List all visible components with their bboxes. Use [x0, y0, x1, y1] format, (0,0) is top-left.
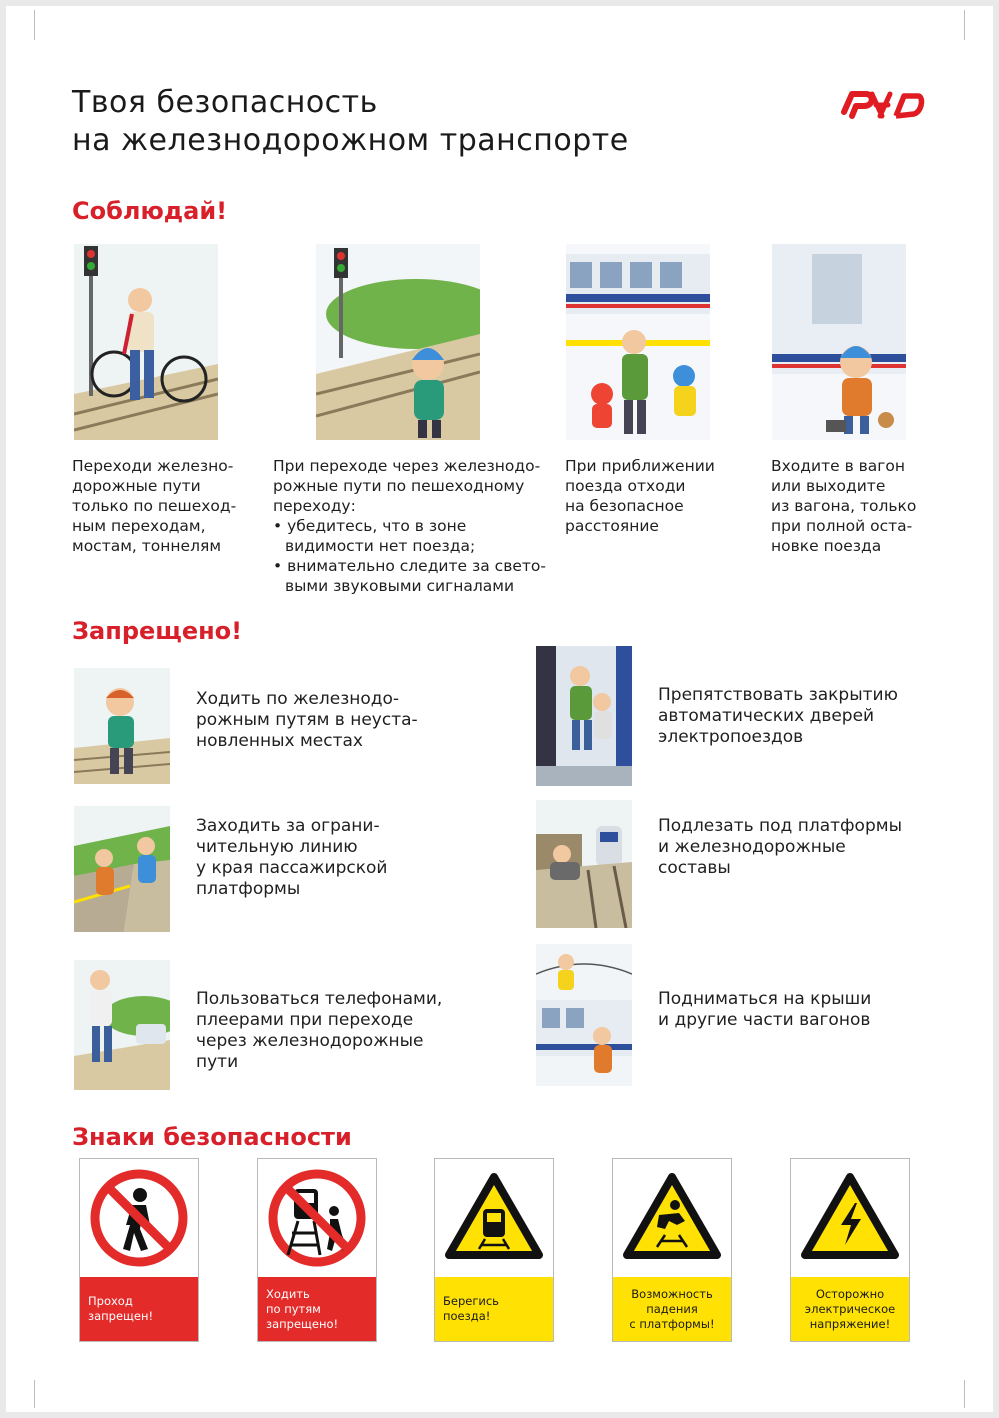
safety-sign — [257, 1158, 377, 1342]
sign-label — [80, 1277, 198, 1341]
text-line: Ходить по железнодо- — [196, 689, 400, 709]
text-line: платформы — [196, 879, 301, 899]
caption-line: рожные пути по пешеходному — [273, 477, 525, 495]
page-title — [72, 84, 629, 160]
forbidden-text-4 — [658, 816, 902, 879]
crop-mark — [964, 1380, 965, 1408]
caption-bullet-line: видимости нет поезда; — [285, 537, 476, 555]
phone-on-tracks-icon — [74, 960, 170, 1090]
sign-label-line: поезда! — [443, 1309, 491, 1323]
text-line: чительную линию — [196, 837, 358, 857]
sign-label — [613, 1277, 731, 1341]
caption-line: поезда отходи — [565, 477, 686, 495]
caption-line: мостам, тоннелям — [72, 537, 222, 555]
train-warning-icon — [435, 1159, 553, 1277]
observe-caption-4 — [771, 456, 916, 556]
text-line: и железнодорожные — [658, 837, 846, 857]
forbidden-title: Запрещено! — [72, 617, 243, 645]
child-boarding-train-icon — [772, 244, 906, 440]
safety-sign — [79, 1158, 199, 1342]
safety-sign — [790, 1158, 910, 1342]
text-line: Заходить за ограни- — [196, 816, 380, 836]
caption-line: Входите в вагон — [771, 457, 906, 475]
text-line: у края пассажирской — [196, 858, 388, 878]
forbidden-text-1 — [196, 689, 418, 752]
sign-label-line: напряжение! — [809, 1316, 891, 1331]
caption-line: расстояние — [565, 517, 659, 535]
text-line: составы — [658, 858, 731, 878]
text-line: электропоездов — [658, 727, 804, 747]
text-line: Подлезать под платформы — [658, 816, 902, 836]
caption-line: дорожные пути — [72, 477, 201, 495]
caption-bullet-line: • убедитесь, что в зоне — [273, 517, 467, 535]
caption-line: При приближении — [565, 457, 715, 475]
text-line: Подниматься на крыши — [658, 989, 872, 1009]
sign-label-line: Осторожно — [815, 1286, 885, 1301]
forbidden-text-2 — [658, 685, 898, 748]
caption-bullet-line: выми звуковыми сигналами — [285, 577, 515, 595]
caption-line: или выходите — [771, 477, 886, 495]
rzd-logo — [836, 82, 926, 126]
sign-label — [258, 1277, 376, 1341]
text-line: через железнодорожные — [196, 1031, 424, 1051]
caption-line: на безопасное — [565, 497, 684, 515]
caption-line: новке поезда — [771, 537, 882, 555]
blocking-doors-icon — [536, 646, 632, 786]
text-line: новленных местах — [196, 731, 363, 751]
sign-label-line: с платформы! — [629, 1316, 715, 1331]
sign-label-line: запрещен! — [88, 1309, 154, 1323]
signs-title: Знаки безопасности — [72, 1123, 352, 1151]
caption-line: Переходи железно- — [72, 457, 234, 475]
observe-caption-1 — [72, 456, 236, 556]
caption-line: При переходе через железнодо- — [273, 457, 541, 475]
forbidden-text-6 — [658, 989, 871, 1031]
crop-mark — [34, 10, 35, 40]
text-line: рожным путям в неуста- — [196, 710, 418, 730]
crawling-under-platform-icon — [536, 800, 632, 928]
sign-label-line: Проход — [88, 1294, 133, 1308]
electric-voltage-warning-icon — [791, 1159, 909, 1277]
caption-line: переходу: — [273, 497, 356, 515]
sign-label-line: Ходить — [266, 1286, 310, 1301]
sign-label-line: по путям — [266, 1301, 321, 1316]
boy-on-tracks-icon — [74, 668, 170, 784]
sign-label-line: Берегись — [443, 1294, 499, 1308]
text-line: пути — [196, 1052, 239, 1072]
caption-line: из вагона, только — [771, 497, 917, 515]
sign-label-line: Возможность — [631, 1286, 713, 1301]
observe-caption-2 — [273, 456, 546, 596]
fall-from-platform-warning-icon — [613, 1159, 731, 1277]
text-line: автоматических дверей — [658, 706, 875, 726]
sign-label — [435, 1277, 553, 1341]
title-line: на железнодорожном транспорте — [72, 123, 629, 158]
text-line: плеерами при переходе — [196, 1010, 414, 1030]
forbidden-text-3 — [196, 816, 387, 900]
text-line: Препятствовать закрытию — [658, 685, 898, 705]
text-line: Пользоваться телефонами, — [196, 989, 443, 1009]
no-pedestrian-icon — [80, 1159, 198, 1277]
platform-edge-icon — [74, 806, 170, 932]
crop-mark — [34, 1380, 35, 1408]
child-at-traffic-light-icon — [316, 244, 480, 440]
sign-label-line: запрещено! — [266, 1316, 339, 1331]
observe-caption-3 — [565, 456, 715, 536]
caption-line: ным переходам, — [72, 517, 206, 535]
title-line: Твоя безопасность — [72, 85, 378, 120]
safety-sign — [612, 1158, 732, 1342]
no-walking-on-tracks-icon — [258, 1159, 376, 1277]
caption-bullet-line: • внимательно следите за свето- — [273, 557, 546, 575]
sign-label-line: падения — [646, 1301, 698, 1316]
caption-line: только по пешеход- — [72, 497, 237, 515]
climbing-train-roof-icon — [536, 944, 632, 1086]
forbidden-text-5 — [196, 989, 442, 1073]
cyclist-at-crossing-icon — [74, 244, 218, 440]
sign-label — [791, 1277, 909, 1341]
crop-mark — [964, 10, 965, 40]
rzd-logo-icon — [836, 82, 926, 126]
safety-sign — [434, 1158, 554, 1342]
observe-title: Соблюдай! — [72, 197, 228, 225]
caption-line: при полной оста- — [771, 517, 913, 535]
text-line: и другие части вагонов — [658, 1010, 871, 1030]
family-at-platform-icon — [566, 244, 710, 440]
sign-label-line: электрическое — [804, 1301, 896, 1316]
